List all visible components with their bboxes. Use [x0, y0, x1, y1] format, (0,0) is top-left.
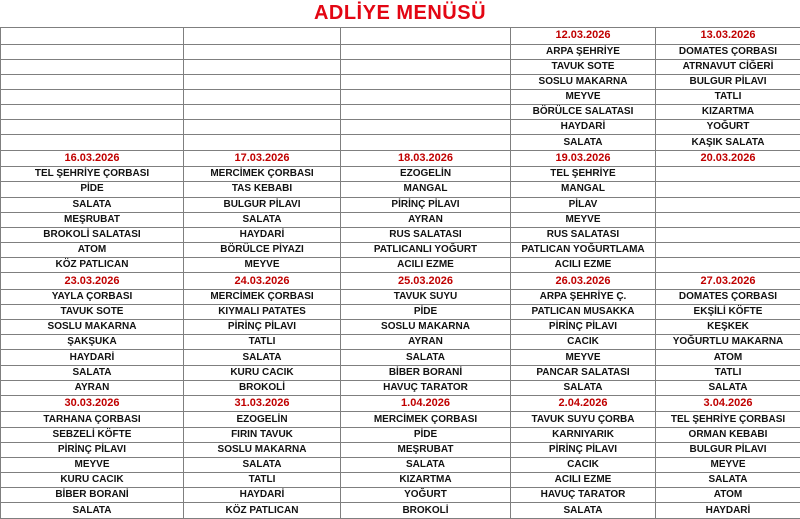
- menu-cell-w2-d2-r4: SALATA: [184, 212, 341, 227]
- date-cell-w4-d4: 2.04.2026: [511, 395, 656, 412]
- menu-row-week1-line2: [1, 59, 800, 74]
- menu-cell-w3-d1-r5: HAYDARİ: [1, 350, 184, 365]
- menu-cell-w3-d5-r5: ATOM: [656, 350, 800, 365]
- menu-cell-w3-d1-r4: ŞAKŞUKA: [1, 335, 184, 350]
- menu-cell-w1-d2-r1: [184, 44, 341, 59]
- menu-row-week4-line1: [1, 412, 800, 427]
- menu-row-week3-line2: [1, 304, 800, 319]
- menu-cell-w4-d1-r7: SALATA: [1, 503, 184, 519]
- menu-cell-w1-d4-r4: MEYVE: [511, 90, 656, 105]
- menu-cell-w1-d5-r6: YOĞURT: [656, 120, 800, 135]
- menu-cell-w4-d4-r6: HAVUÇ TARATOR: [511, 488, 656, 503]
- menu-cell-w2-d4-r5: RUS SALATASI: [511, 227, 656, 242]
- menu-cell-w4-d5-r4: MEYVE: [656, 457, 800, 472]
- menu-cell-w4-d5-r3: BULGUR PİLAVI: [656, 442, 800, 457]
- date-cell-w2-d1: 16.03.2026: [1, 150, 184, 167]
- menu-cell-w3-d5-r6: TATLI: [656, 365, 800, 380]
- menu-cell-w1-d5-r7: KAŞIK SALATA: [656, 135, 800, 150]
- date-cell-w2-d3: 18.03.2026: [341, 150, 511, 167]
- date-cell-w1-d3: [341, 28, 511, 45]
- menu-cell-w2-d5-r1: [656, 167, 800, 182]
- menu-cell-w1-d1-r6: [1, 120, 184, 135]
- menu-cell-w2-d5-r5: [656, 227, 800, 242]
- date-cell-w3-d1: 23.03.2026: [1, 273, 184, 290]
- menu-cell-w1-d1-r2: [1, 59, 184, 74]
- menu-cell-w4-d5-r1: TEL ŞEHRİYE ÇORBASI: [656, 412, 800, 427]
- menu-cell-w4-d3-r2: PİDE: [341, 427, 511, 442]
- menu-cell-w2-d4-r4: MEYVE: [511, 212, 656, 227]
- menu-cell-w4-d5-r6: ATOM: [656, 488, 800, 503]
- date-cell-w4-d3: 1.04.2026: [341, 395, 511, 412]
- menu-cell-w1-d3-r2: [341, 59, 511, 74]
- menu-cell-w4-d1-r2: SEBZELİ KÖFTE: [1, 427, 184, 442]
- menu-row-week4-line6: [1, 488, 800, 503]
- menu-cell-w1-d2-r3: [184, 74, 341, 89]
- menu-cell-w1-d1-r5: [1, 105, 184, 120]
- menu-cell-w4-d2-r4: SALATA: [184, 457, 341, 472]
- menu-row-week3-line5: [1, 350, 800, 365]
- menu-cell-w4-d1-r6: BİBER BORANİ: [1, 488, 184, 503]
- date-cell-w1-d4: 12.03.2026: [511, 28, 656, 45]
- menu-cell-w1-d4-r5: BÖRÜLCE SALATASI: [511, 105, 656, 120]
- menu-cell-w2-d5-r2: [656, 182, 800, 197]
- menu-row-week3-line7: [1, 380, 800, 395]
- menu-cell-w2-d1-r2: PİDE: [1, 182, 184, 197]
- menu-cell-w1-d4-r7: SALATA: [511, 135, 656, 150]
- menu-cell-w1-d2-r2: [184, 59, 341, 74]
- menu-cell-w1-d2-r4: [184, 90, 341, 105]
- menu-cell-w3-d2-r5: SALATA: [184, 350, 341, 365]
- menu-cell-w4-d3-r1: MERCİMEK ÇORBASI: [341, 412, 511, 427]
- menu-cell-w3-d1-r6: SALATA: [1, 365, 184, 380]
- menu-cell-w3-d1-r2: TAVUK SOTE: [1, 304, 184, 319]
- menu-row-week3-line3: [1, 320, 800, 335]
- menu-cell-w1-d5-r3: BULGUR PİLAVI: [656, 74, 800, 89]
- menu-cell-w3-d2-r6: KURU CACIK: [184, 365, 341, 380]
- menu-cell-w2-d1-r5: BROKOLİ SALATASI: [1, 227, 184, 242]
- menu-cell-w3-d4-r3: PİRİNÇ PİLAVI: [511, 320, 656, 335]
- menu-cell-w1-d5-r5: KIZARTMA: [656, 105, 800, 120]
- menu-cell-w3-d4-r1: ARPA ŞEHRİYE Ç.: [511, 289, 656, 304]
- menu-cell-w4-d4-r5: ACILI EZME: [511, 473, 656, 488]
- menu-row-week2-line6: [1, 242, 800, 257]
- menu-cell-w1-d5-r1: DOMATES ÇORBASI: [656, 44, 800, 59]
- menu-table: [0, 27, 800, 519]
- menu-cell-w4-d3-r5: KIZARTMA: [341, 473, 511, 488]
- date-row-week2: [1, 150, 800, 167]
- menu-row-week2-line5: [1, 227, 800, 242]
- date-cell-w1-d2: [184, 28, 341, 45]
- menu-cell-w4-d2-r1: EZOGELİN: [184, 412, 341, 427]
- menu-cell-w4-d2-r2: FIRIN TAVUK: [184, 427, 341, 442]
- date-cell-w2-d2: 17.03.2026: [184, 150, 341, 167]
- menu-cell-w2-d2-r3: BULGUR PİLAVI: [184, 197, 341, 212]
- menu-row-week1-line7: [1, 135, 800, 150]
- menu-row-week2-line4: [1, 212, 800, 227]
- menu-row-week2-line3: [1, 197, 800, 212]
- menu-cell-w2-d1-r4: MEŞRUBAT: [1, 212, 184, 227]
- menu-cell-w1-d3-r1: [341, 44, 511, 59]
- date-cell-w3-d5: 27.03.2026: [656, 273, 800, 290]
- menu-cell-w4-d2-r3: SOSLU MAKARNA: [184, 442, 341, 457]
- page-title: ADLİYE MENÜSÜ: [313, 2, 487, 24]
- menu-cell-w4-d2-r5: TATLI: [184, 473, 341, 488]
- menu-cell-w2-d2-r2: TAS KEBABI: [184, 182, 341, 197]
- menu-cell-w1-d2-r5: [184, 105, 341, 120]
- menu-cell-w2-d2-r7: MEYVE: [184, 258, 341, 273]
- menu-cell-w3-d5-r2: EKŞİLİ KÖFTE: [656, 304, 800, 319]
- date-row-week4: [1, 395, 800, 412]
- menu-cell-w4-d3-r3: MEŞRUBAT: [341, 442, 511, 457]
- menu-cell-w2-d4-r2: MANGAL: [511, 182, 656, 197]
- menu-cell-w2-d5-r6: [656, 242, 800, 257]
- menu-cell-w1-d3-r5: [341, 105, 511, 120]
- menu-cell-w3-d3-r6: BİBER BORANİ: [341, 365, 511, 380]
- menu-row-week1-line3: [1, 74, 800, 89]
- menu-cell-w1-d5-r4: TATLI: [656, 90, 800, 105]
- menu-cell-w4-d5-r7: HAYDARİ: [656, 503, 800, 519]
- date-cell-w2-d5: 20.03.2026: [656, 150, 800, 167]
- menu-cell-w2-d2-r1: MERCİMEK ÇORBASI: [184, 167, 341, 182]
- menu-cell-w4-d1-r5: KURU CACIK: [1, 473, 184, 488]
- menu-row-week3-line6: [1, 365, 800, 380]
- menu-cell-w2-d1-r6: ATOM: [1, 242, 184, 257]
- menu-row-week4-line7: [1, 503, 800, 519]
- menu-cell-w2-d5-r7: [656, 258, 800, 273]
- menu-cell-w3-d4-r6: PANCAR SALATASI: [511, 365, 656, 380]
- menu-cell-w2-d2-r5: HAYDARİ: [184, 227, 341, 242]
- menu-cell-w2-d3-r1: EZOGELİN: [341, 167, 511, 182]
- menu-row-week1-line4: [1, 90, 800, 105]
- menu-cell-w2-d3-r5: RUS SALATASI: [341, 227, 511, 242]
- date-row-week1: [1, 28, 800, 45]
- menu-cell-w1-d3-r3: [341, 74, 511, 89]
- menu-cell-w1-d4-r1: ARPA ŞEHRİYE: [511, 44, 656, 59]
- menu-cell-w3-d3-r3: SOSLU MAKARNA: [341, 320, 511, 335]
- menu-cell-w3-d1-r7: AYRAN: [1, 380, 184, 395]
- menu-cell-w4-d1-r4: MEYVE: [1, 457, 184, 472]
- menu-cell-w1-d1-r7: [1, 135, 184, 150]
- menu-cell-w2-d3-r2: MANGAL: [341, 182, 511, 197]
- date-row-week3: [1, 273, 800, 290]
- menu-cell-w2-d1-r1: TEL ŞEHRİYE ÇORBASI: [1, 167, 184, 182]
- menu-cell-w3-d3-r4: AYRAN: [341, 335, 511, 350]
- menu-cell-w4-d2-r7: KÖZ PATLICAN: [184, 503, 341, 519]
- menu-cell-w2-d3-r7: ACILI EZME: [341, 258, 511, 273]
- menu-cell-w3-d2-r7: BROKOLİ: [184, 380, 341, 395]
- menu-cell-w4-d4-r1: TAVUK SUYU ÇORBA: [511, 412, 656, 427]
- menu-cell-w3-d5-r4: YOĞURTLU MAKARNA: [656, 335, 800, 350]
- menu-cell-w1-d3-r7: [341, 135, 511, 150]
- menu-cell-w4-d4-r7: SALATA: [511, 503, 656, 519]
- menu-row-week3-line4: [1, 335, 800, 350]
- menu-cell-w2-d2-r6: BÖRÜLCE PİYAZI: [184, 242, 341, 257]
- menu-row-week2-line7: [1, 258, 800, 273]
- menu-cell-w1-d1-r4: [1, 90, 184, 105]
- menu-cell-w4-d3-r6: YOĞURT: [341, 488, 511, 503]
- date-cell-w1-d1: [1, 28, 184, 45]
- menu-cell-w2-d5-r4: [656, 212, 800, 227]
- menu-cell-w4-d2-r6: HAYDARİ: [184, 488, 341, 503]
- date-cell-w2-d4: 19.03.2026: [511, 150, 656, 167]
- menu-row-week4-line4: [1, 457, 800, 472]
- menu-cell-w3-d5-r3: KEŞKEK: [656, 320, 800, 335]
- menu-cell-w1-d3-r4: [341, 90, 511, 105]
- menu-cell-w3-d4-r2: PATLICAN MUSAKKA: [511, 304, 656, 319]
- menu-cell-w2-d4-r3: PİLAV: [511, 197, 656, 212]
- menu-cell-w3-d3-r1: TAVUK SUYU: [341, 289, 511, 304]
- date-cell-w3-d2: 24.03.2026: [184, 273, 341, 290]
- menu-cell-w2-d1-r7: KÖZ PATLICAN: [1, 258, 184, 273]
- menu-cell-w2-d3-r3: PİRİNÇ PİLAVI: [341, 197, 511, 212]
- menu-cell-w3-d5-r1: DOMATES ÇORBASI: [656, 289, 800, 304]
- menu-cell-w3-d1-r3: SOSLU MAKARNA: [1, 320, 184, 335]
- menu-cell-w1-d4-r3: SOSLU MAKARNA: [511, 74, 656, 89]
- menu-cell-w3-d4-r7: SALATA: [511, 380, 656, 395]
- menu-cell-w2-d3-r6: PATLICANLI YOĞURT: [341, 242, 511, 257]
- menu-cell-w3-d3-r2: PİDE: [341, 304, 511, 319]
- date-cell-w3-d3: 25.03.2026: [341, 273, 511, 290]
- menu-cell-w4-d1-r1: TARHANA ÇORBASI: [1, 412, 184, 427]
- menu-cell-w1-d5-r2: ATRNAVUT CİĞERİ: [656, 59, 800, 74]
- menu-cell-w1-d4-r6: HAYDARİ: [511, 120, 656, 135]
- menu-cell-w1-d2-r7: [184, 135, 341, 150]
- date-cell-w4-d2: 31.03.2026: [184, 395, 341, 412]
- date-cell-w3-d4: 26.03.2026: [511, 273, 656, 290]
- menu-cell-w4-d4-r4: CACIK: [511, 457, 656, 472]
- menu-cell-w3-d4-r5: MEYVE: [511, 350, 656, 365]
- menu-cell-w4-d1-r3: PİRİNÇ PİLAVI: [1, 442, 184, 457]
- menu-cell-w3-d2-r4: TATLI: [184, 335, 341, 350]
- date-cell-w1-d5: 13.03.2026: [656, 28, 800, 45]
- menu-row-week4-line5: [1, 473, 800, 488]
- menu-cell-w2-d1-r3: SALATA: [1, 197, 184, 212]
- menu-cell-w3-d2-r1: MERCİMEK ÇORBASI: [184, 289, 341, 304]
- menu-row-week4-line3: [1, 442, 800, 457]
- menu-cell-w4-d3-r4: SALATA: [341, 457, 511, 472]
- menu-row-week1-line5: [1, 105, 800, 120]
- date-cell-w4-d5: 3.04.2026: [656, 395, 800, 412]
- menu-row-week2-line1: [1, 167, 800, 182]
- menu-cell-w1-d1-r3: [1, 74, 184, 89]
- menu-cell-w2-d4-r7: ACILI EZME: [511, 258, 656, 273]
- menu-cell-w3-d2-r2: KIYMALI PATATES: [184, 304, 341, 319]
- menu-cell-w3-d3-r7: HAVUÇ TARATOR: [341, 380, 511, 395]
- menu-cell-w1-d4-r2: TAVUK SOTE: [511, 59, 656, 74]
- menu-cell-w3-d5-r7: SALATA: [656, 380, 800, 395]
- menu-cell-w1-d3-r6: [341, 120, 511, 135]
- menu-cell-w4-d3-r7: BROKOLİ: [341, 503, 511, 519]
- menu-row-week4-line2: [1, 427, 800, 442]
- menu-cell-w4-d5-r5: SALATA: [656, 473, 800, 488]
- menu-cell-w3-d1-r1: YAYLA ÇORBASI: [1, 289, 184, 304]
- menu-row-week3-line1: [1, 289, 800, 304]
- menu-cell-w1-d1-r1: [1, 44, 184, 59]
- menu-row-week2-line2: [1, 182, 800, 197]
- menu-row-week1-line1: [1, 44, 800, 59]
- menu-cell-w1-d2-r6: [184, 120, 341, 135]
- menu-cell-w4-d5-r2: ORMAN KEBABI: [656, 427, 800, 442]
- menu-table-body: [1, 28, 800, 519]
- menu-row-week1-line6: [1, 120, 800, 135]
- menu-cell-w2-d4-r1: TEL ŞEHRİYE: [511, 167, 656, 182]
- menu-cell-w4-d4-r2: KARNIYARIK: [511, 427, 656, 442]
- menu-cell-w3-d4-r4: CACIK: [511, 335, 656, 350]
- menu-cell-w3-d3-r5: SALATA: [341, 350, 511, 365]
- menu-cell-w2-d3-r4: AYRAN: [341, 212, 511, 227]
- menu-cell-w2-d4-r6: PATLICAN YOĞURTLAMA: [511, 242, 656, 257]
- date-cell-w4-d1: 30.03.2026: [1, 395, 184, 412]
- menu-cell-w2-d5-r3: [656, 197, 800, 212]
- menu-cell-w4-d4-r3: PİRİNÇ PİLAVI: [511, 442, 656, 457]
- menu-cell-w3-d2-r3: PİRİNÇ PİLAVI: [184, 320, 341, 335]
